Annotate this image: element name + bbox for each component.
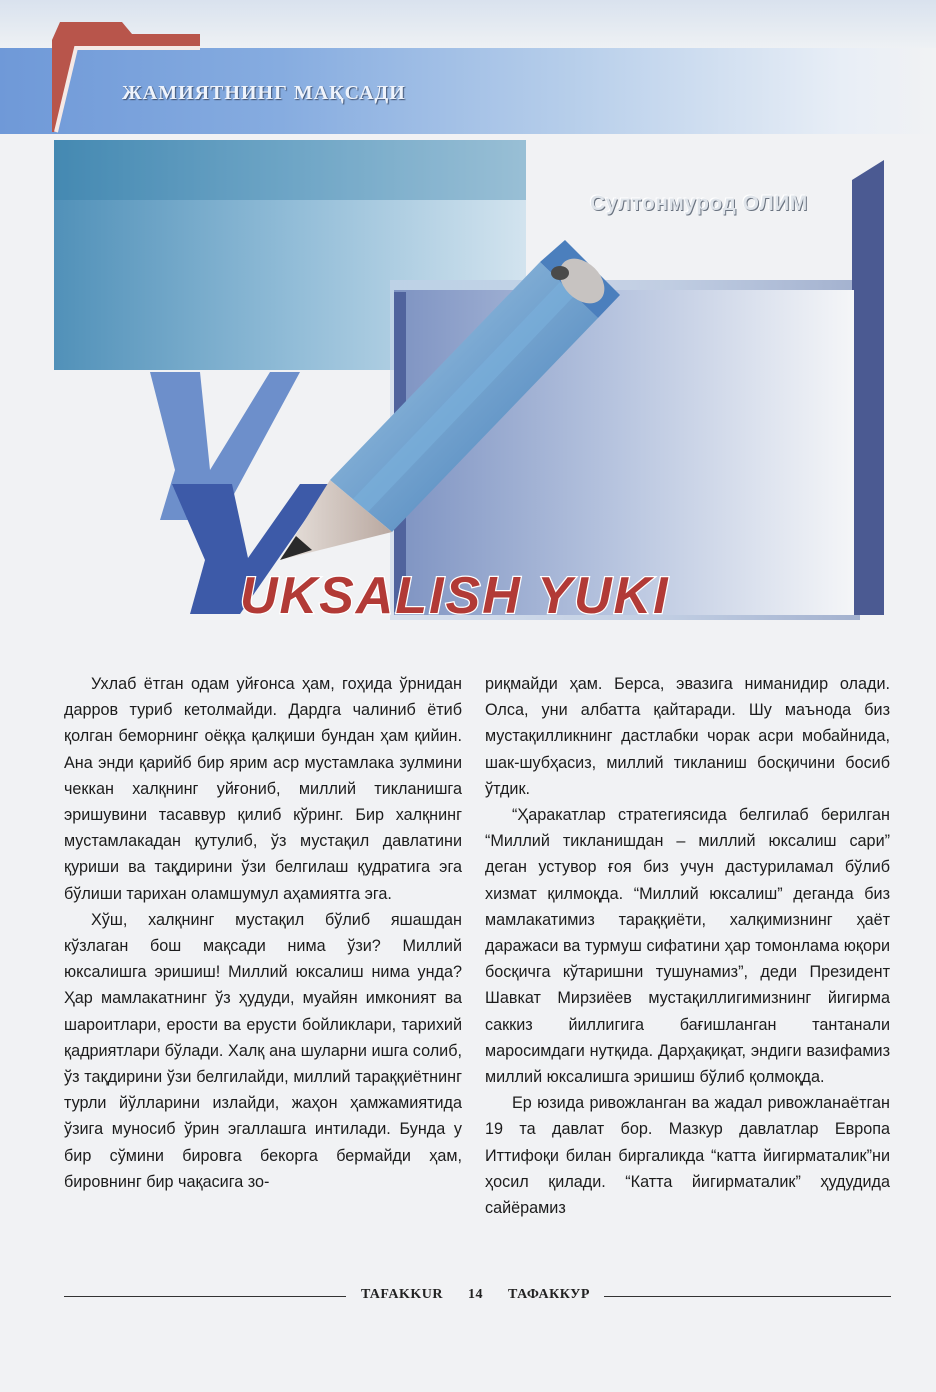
paragraph: Ухлаб ётган одам уйғонса ҳам, гоҳида ўрнидан дарров туриб кетолмайди. Дардга чалиниб ётиб қолган беморнинг оёққа қалқиши бундан ҳам қийин. Ана энди қарийб бир ярим аср мустамлака зулмини чеккан халқнинг уйғониб, миллий тикланишга эришувини тасаввур қилиб кўринг. Бир халқнинг мустамлакадан қутулиб, ўз мустақил давлатини қуриши ва тақдирини ўзи белгилаш қудратига эга бўлиши тарихан оламшумул аҳамиятга эга.	[64, 675, 462, 903]
footer-label-latin: TAFAKKUR	[361, 1287, 444, 1302]
paragraph: риқмайди ҳам. Берса, эвазига ниманидир олади. Олса, уни албатта қайтаради. Шу маънода биз мустақилликнинг дастлабки чорак асри мобайнида, шак-шубҳасиз, миллий тикланиш босқичини босиб ўтдик.	[485, 675, 890, 798]
footer-rule-left	[64, 1296, 346, 1297]
article-column-right	[485, 671, 890, 1221]
article-title: UKSALISH YUKI	[240, 567, 670, 625]
footer-label-cyrillic: ТАФАККУР	[508, 1287, 590, 1302]
footer-rule-right	[604, 1296, 891, 1297]
page-footer	[64, 1284, 891, 1308]
paragraph: Ер юзида ривожланган ва жадал ривожланаётган 19 та давлат бор. Мазкур давлатлар Европа Иттифоқи билан биргаликда “катта йигирматалик”ни ҳосил қилади. “Катта йигирматалик” ҳудудида сайёрамиз	[485, 1094, 890, 1218]
paragraph: “Ҳаракатлар стратегиясида белгилаб берилган “Миллий тикланишдан – миллий юксалиш сари” деган устувор ғоя биз учун дастуриламал бўлиб хизмат қилмоқда. “Миллий юксалиш” деганда биз мамлакатимиз тараққиёти, халқимизнинг ҳаёт даражаси ва турмуш сифатини ҳар томонлама юқори босқичга кўтаришни тушунамиз”, деди Президент Шавкат Мирзиёев мустақиллигимизнинг йигирма саккиз йиллигига бағишланган тантанали маросимдаги нутқида. Дарҳақиқат, эндиги вазифамиз миллий юксалишга эришиш бўлиб қолмоқда.	[485, 806, 890, 1087]
paragraph: Хўш, халқнинг мустақил бўлиб яшашдан кўзлаган бош мақсади нима ўзи? Миллий юксалишга эришиш! Миллий юксалиш нима унда? Ҳар мамлакатнинг ўз ҳудуди, муайян имконият ва шароитлари, ерости ва ерусти бойликлари, тарихий қадриятлари бўлади. Халқ ана шуларни ишга солиб, ўз тақдирини ўзи белгилайди, миллий тараққиётнинг турли йўлларини излайди, жаҳон ҳамжамиятида ўзига муносиб ўрин эгаллашга интилади. Бунда у бир сўмини бировга бекорга бермайди ҳам, бировнинг бир чақасига зо-	[64, 910, 462, 1191]
article-column-left	[64, 671, 462, 1195]
title-illustration	[0, 0, 936, 660]
page-number: 14	[468, 1287, 483, 1302]
article-author: Султонмурод ОЛИМ	[590, 192, 808, 215]
section-title: ЖАМИЯТНИНГ МАҚСАДИ	[122, 82, 406, 104]
